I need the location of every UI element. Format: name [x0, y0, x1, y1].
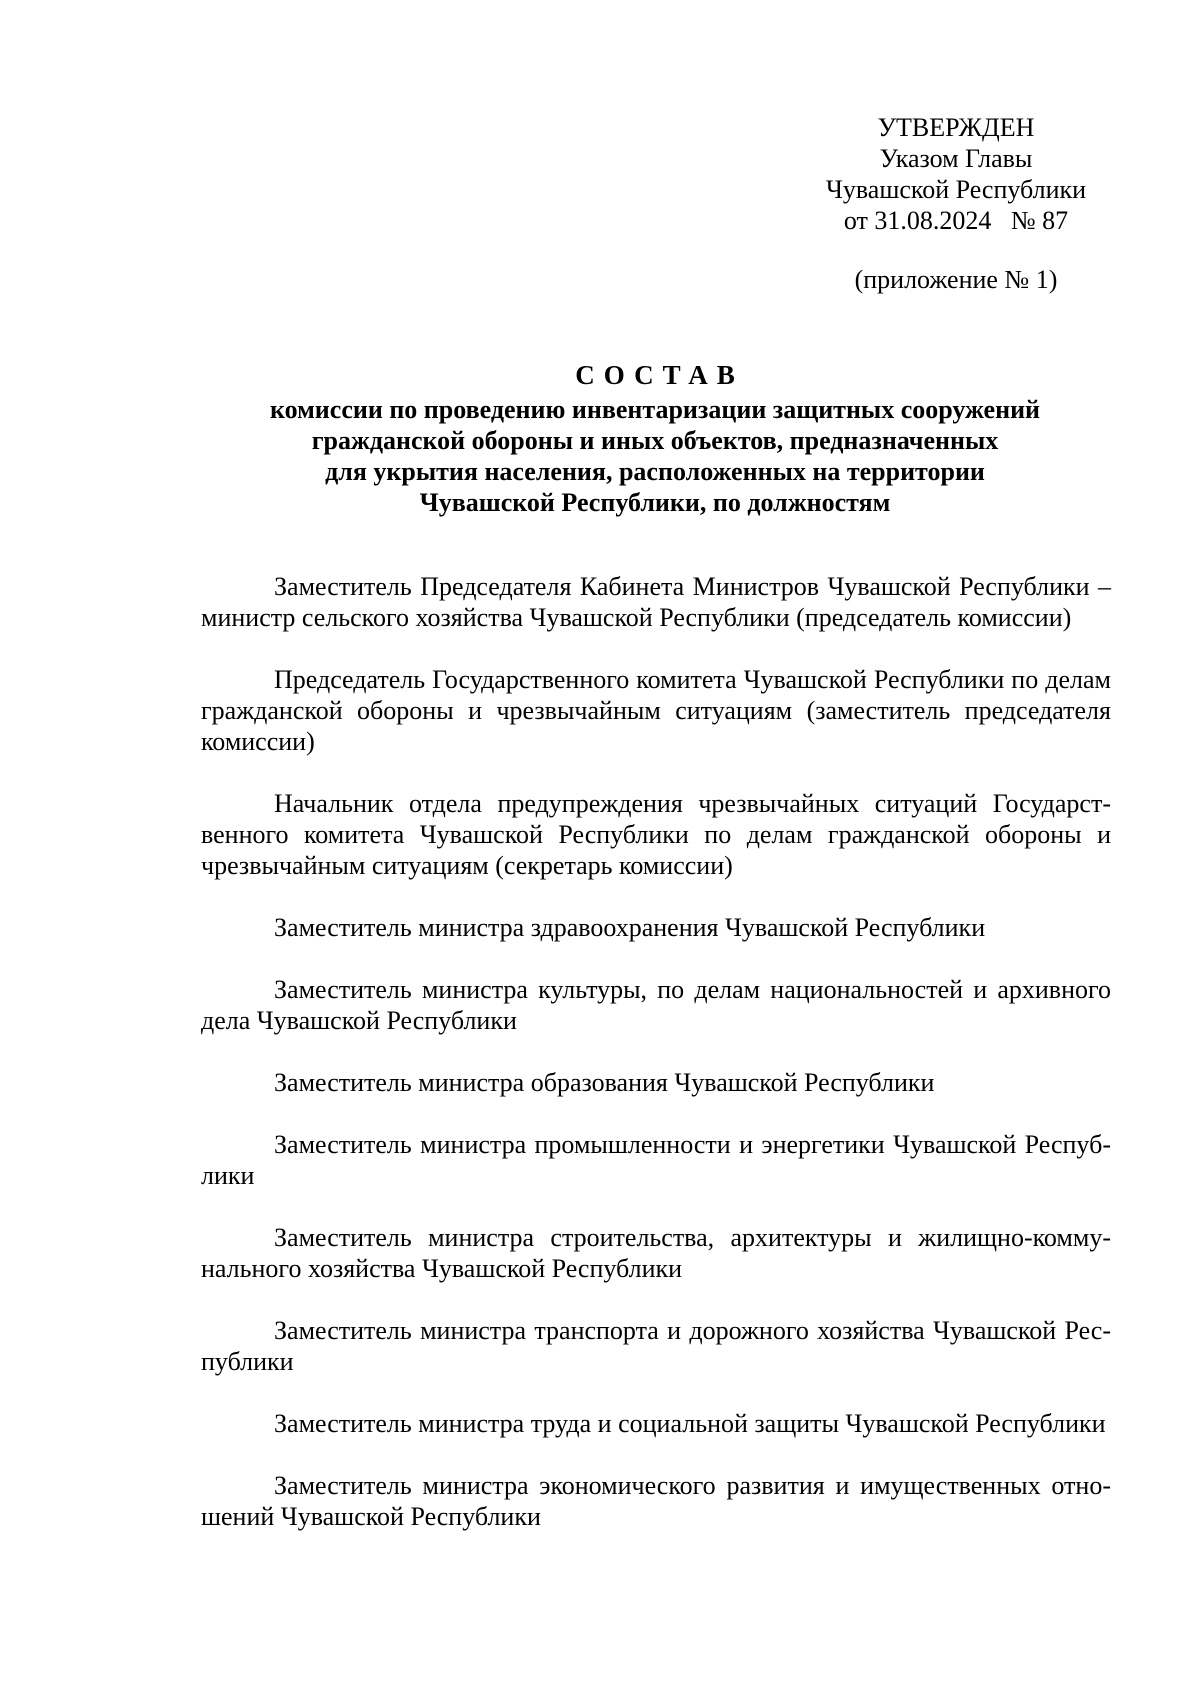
title-subtitle-line: гражданской обороны и иных объектов, предназначенных: [311, 426, 999, 455]
list-item: Заместитель министра строительства, архитектуры и жилищно-коммунального хозяйства Чувашской Республики: [201, 1223, 1111, 1283]
list-item: Заместитель министра промышленности и энергетики Чувашской Республики: [201, 1130, 1111, 1190]
document-title: [200, 356, 1110, 518]
list-item: Начальник отдела предупреждения чрезвычайных ситуаций Государственного комитета Чувашской Республики по делам гражданской обороны и чрезвычайным ситуациям (секретарь комиссии): [201, 789, 1111, 880]
list-item: Председатель Государственного комитета Чувашской Республики по делам гражданской обороны и чрезвычайным ситуациям (заместитель председателя комиссии): [201, 665, 1111, 756]
list-item: Заместитель министра образования Чувашской Республики: [274, 1068, 935, 1097]
title-main: СОСТАВ: [575, 360, 744, 390]
approval-stamp: [820, 112, 1092, 236]
list-item: Заместитель министра экономического развития и имущественных отношений Чувашской Республики: [201, 1471, 1111, 1531]
approval-date-number: от 31.08.2024 № 87: [843, 206, 1069, 235]
list-item: Заместитель министра транспорта и дорожного хозяйства Чувашской Республики: [201, 1316, 1111, 1376]
list-item: Заместитель Председателя Кабинета Министров Чувашской Республики – министр сельского хозяйства Чувашской Республики (председатель комиссии): [201, 572, 1111, 632]
approval-authority: Указом Главы: [879, 144, 1033, 173]
appendix-label: (приложение № 1): [854, 265, 1058, 294]
approval-republic: Чувашской Республики: [825, 175, 1087, 204]
title-subtitle-line: Чувашской Республики, по должностям: [419, 488, 891, 517]
title-subtitle-line: комиссии по проведению инвентаризации защитных сооружений: [269, 395, 1041, 424]
member-list: [201, 571, 1111, 1563]
list-item: Заместитель министра труда и социальной защиты Чувашской Республики: [274, 1409, 1106, 1438]
title-subtitle-line: для укрытия населения, расположенных на территории: [325, 457, 985, 486]
list-item: Заместитель министра здравоохранения Чувашской Республики: [274, 913, 986, 942]
approval-status: УТВЕРЖДЕН: [877, 113, 1035, 142]
list-item: Заместитель министра культуры, по делам национальностей и архивного дела Чувашской Республики: [201, 975, 1111, 1035]
